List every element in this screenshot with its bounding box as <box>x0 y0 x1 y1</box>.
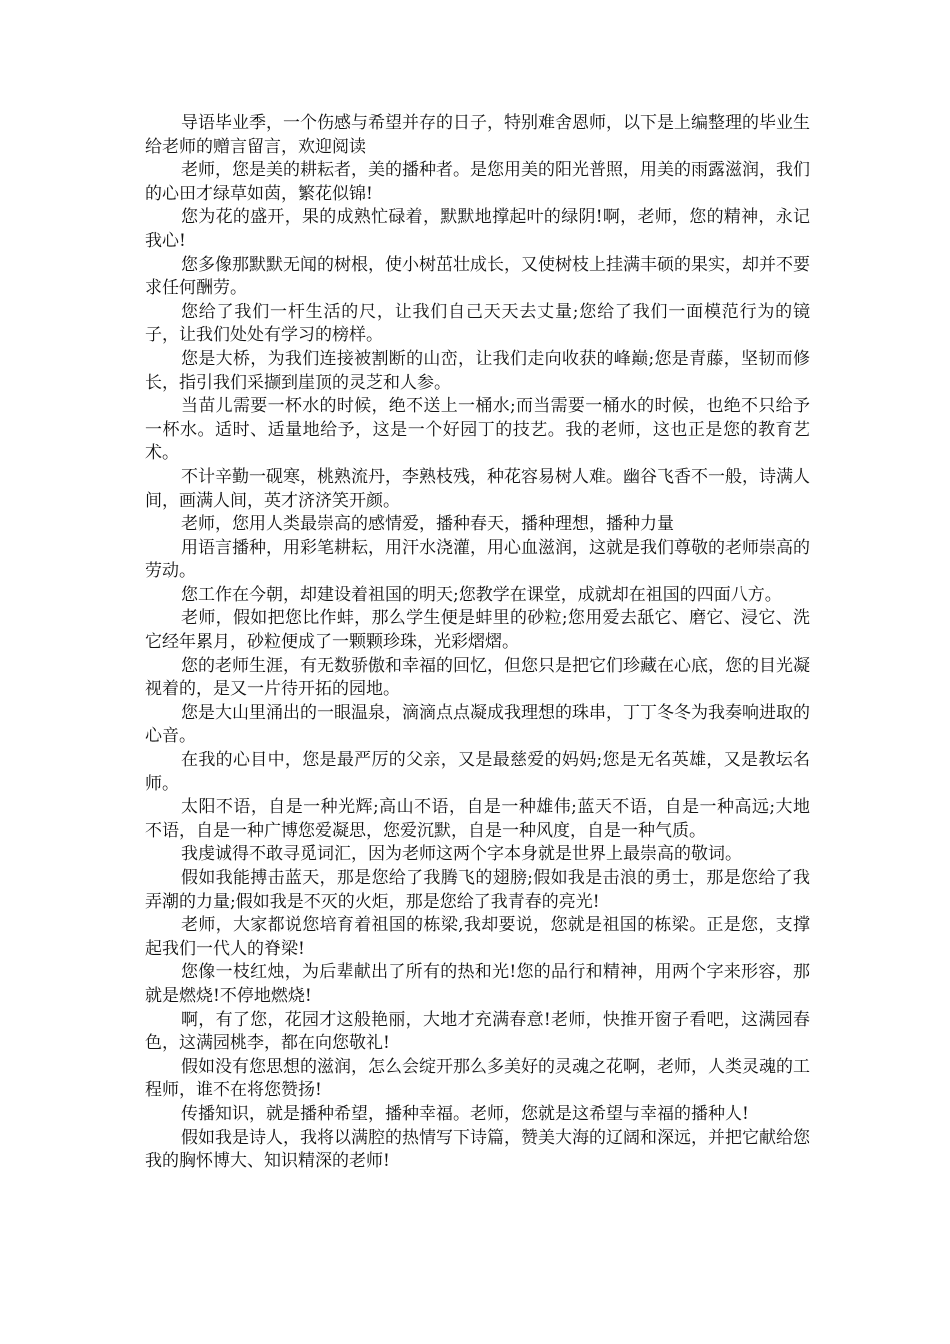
paragraph: 您给了我们一杆生活的尺，让我们自己天天去丈量;您给了我们一面模范行为的镜子，让我们处处有学习的榜样。 <box>145 301 810 346</box>
paragraph: 假如没有您思想的滋润，怎么会绽开那么多美好的灵魂之花啊，老师，人类灵魂的工程师，谁不在将您赞扬! <box>145 1056 810 1101</box>
paragraph: 您多像那默默无闻的树根，使小树茁壮成长，又使树枝上挂满丰硕的果实，却并不要求任何酬劳。 <box>145 254 810 299</box>
paragraph: 老师，假如把您比作蚌，那么学生便是蚌里的砂粒;您用爱去舐它、磨它、浸它、洗它经年累月，砂粒便成了一颗颗珍珠，光彩熠熠。 <box>145 608 810 653</box>
paragraph: 您是大山里涌出的一眼温泉，滴滴点点凝成我理想的珠串，丁丁冬冬为我奏响进取的心音。 <box>145 702 810 747</box>
paragraph: 不计辛勤一砚寒，桃熟流丹，李熟枝残，种花容易树人难。幽谷飞香不一般，诗满人间，画满人间，英才济济笑开颜。 <box>145 466 810 511</box>
paragraph: 老师，您用人类最崇高的感情爱，播种春天，播种理想，播种力量 <box>181 514 674 535</box>
paragraph: 用语言播种，用彩笔耕耘，用汗水浇灌，用心血滋润，这就是我们尊敬的老师崇高的劳动。 <box>145 537 810 582</box>
paragraph-intro: 导语毕业季，一个伤感与希望并存的日子，特别难舍恩师，以下是上编整理的毕业生给老师的赠言留言，欢迎阅读 <box>145 113 810 157</box>
document-body <box>145 112 810 1174</box>
paragraph: 我虔诚得不敢寻觅词汇，因为老师这两个字本身就是世界上最崇高的敬词。 <box>181 844 742 865</box>
paragraph: 假如我能搏击蓝天，那是您给了我腾飞的翅膀;假如我是击浪的勇士，那是您给了我弄潮的力量;假如我是不灭的火炬，那是您给了我青春的亮光! <box>145 868 810 912</box>
paragraph: 在我的心目中，您是最严厉的父亲，又是最慈爱的妈妈;您是无名英雄，又是教坛名师。 <box>145 750 810 794</box>
paragraph: 当苗儿需要一杯水的时候，绝不送上一桶水;而当需要一桶水的时候，也绝不只给予一杯水。适时、适量地给予，这是一个好园丁的技艺。我的老师，这也正是您的教育艺术。 <box>145 396 810 464</box>
paragraph: 您为花的盛开，果的成熟忙碌着，默默地撑起叶的绿阴!啊，老师，您的精神，永记我心! <box>145 207 810 251</box>
paragraph: 您工作在今朝，却建设着祖国的明天;您教学在课堂，成就却在祖国的四面八方。 <box>181 584 782 605</box>
paragraph: 假如我是诗人，我将以满腔的热情写下诗篇，赞美大海的辽阔和深远，并把它献给您我的胸怀博大、知识精深的老师! <box>145 1127 810 1172</box>
paragraph: 老师，您是美的耕耘者，美的播种者。是您用美的阳光普照，用美的雨露滋润，我们的心田才绿草如茵，繁花似锦! <box>145 160 810 204</box>
paragraph: 啊，有了您，花园才这般艳丽，大地才充满春意!老师，快推开窗子看吧，这满园春色，这满园桃李，都在向您敬礼! <box>145 1009 810 1054</box>
paragraph: 您像一枝红烛，为后辈献出了所有的热和光!您的品行和精神，用两个字来形容，那就是燃烧!不停地燃烧! <box>145 962 810 1006</box>
paragraph: 太阳不语，自是一种光辉;高山不语，自是一种雄伟;蓝天不语，自是一种高远;大地不语，自是一种广博您爱凝思，您爱沉默，自是一种风度，自是一种气质。 <box>145 797 810 841</box>
paragraph: 老师，大家都说您培育着祖国的栋梁,我却要说，您就是祖国的栋梁。正是您，支撑起我们一代人的脊梁! <box>145 915 810 959</box>
paragraph: 您是大桥，为我们连接被割断的山峦，让我们走向收获的峰巅;您是青藤，坚韧而修长，指引我们采撷到崖顶的灵芝和人参。 <box>145 348 810 393</box>
paragraph: 传播知识，就是播种希望，播种幸福。老师，您就是这希望与幸福的播种人! <box>181 1103 749 1124</box>
paragraph: 您的老师生涯，有无数骄傲和幸福的回忆，但您只是把它们珍藏在心底，您的目光凝视着的，是又一片待开拓的园地。 <box>145 655 810 700</box>
